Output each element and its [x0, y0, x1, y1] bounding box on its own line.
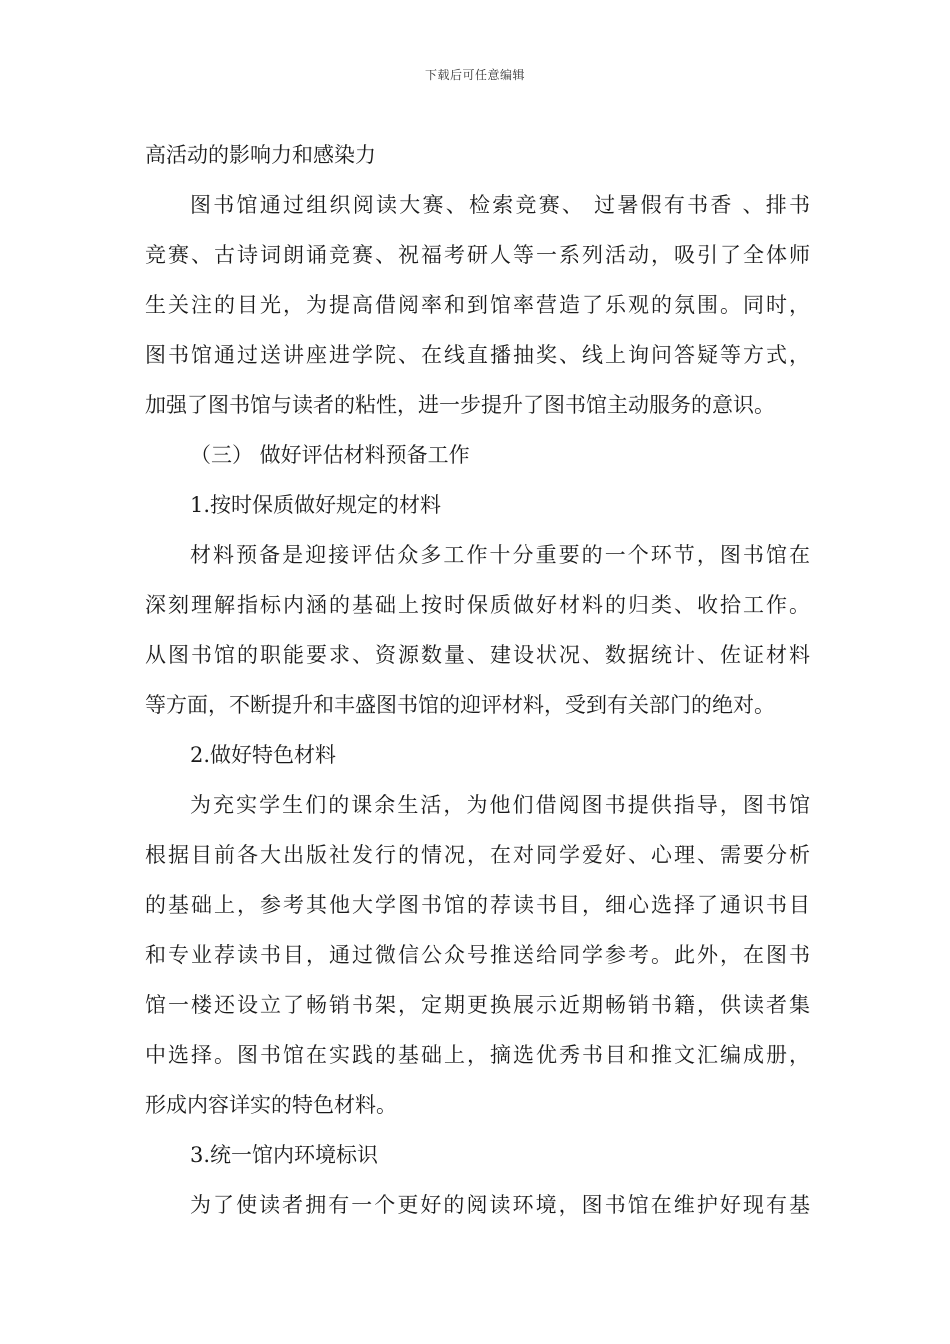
paragraph-line: 生关注的目光，为提高借阅率和到馆率营造了乐观的氛围。同时，	[145, 293, 810, 317]
paragraph-line: 等方面，不断提升和丰盛图书馆的迎评材料，受到有关部门的绝对。	[145, 693, 775, 717]
paragraph-line: 图书馆通过组织阅读大赛、检索竞赛、 过暑假有书香 、排书	[190, 193, 810, 217]
document-body	[145, 130, 810, 1230]
subsection-heading: 2.做好特色材料	[190, 743, 337, 767]
paragraph-line: 加强了图书馆与读者的粘性，进一步提升了图书馆主动服务的意识。	[145, 393, 775, 417]
subsection-heading: 3.统一馆内环境标识	[190, 1143, 379, 1167]
paragraph-line: 竞赛、古诗词朗诵竞赛、祝福考研人等一系列活动，吸引了全体师	[145, 243, 810, 267]
paragraph-line: 为充实学生们的课余生活，为他们借阅图书提供指导，图书馆	[190, 793, 810, 817]
subsection-heading: 1.按时保质做好规定的材料	[190, 493, 442, 517]
section-heading: （三） 做好评估材料预备工作	[190, 443, 470, 467]
paragraph-line: 形成内容详实的特色材料。	[145, 1093, 397, 1117]
paragraph-line: 材料预备是迎接评估众多工作十分重要的一个环节，图书馆在	[190, 543, 810, 567]
paragraph-line: 和专业荐读书目，通过微信公众号推送给同学参考。此外，在图书	[145, 943, 810, 967]
paragraph-line: 根据目前各大出版社发行的情况，在对同学爱好、心理、需要分析	[145, 843, 810, 867]
paragraph-line: 从图书馆的职能要求、资源数量、建设状况、数据统计、佐证材料	[145, 643, 810, 667]
paragraph-line: 图书馆通过送讲座进学院、在线直播抽奖、线上询问答疑等方式，	[145, 343, 810, 367]
paragraph-line: 深刻理解指标内涵的基础上按时保质做好材料的归类、收拾工作。	[145, 593, 810, 617]
paragraph-line: 为了使读者拥有一个更好的阅读环境，图书馆在维护好现有基	[190, 1193, 810, 1217]
paragraph-line: 馆一楼还设立了畅销书架，定期更换展示近期畅销书籍，供读者集	[145, 993, 810, 1017]
paragraph-line: 高活动的影响力和感染力	[145, 143, 376, 167]
paragraph-line: 的基础上，参考其他大学图书馆的荐读书目，细心选择了通识书目	[145, 893, 810, 917]
page-header: 下载后可任意编辑	[424, 68, 525, 82]
paragraph-line: 中选择。图书馆在实践的基础上，摘选优秀书目和推文汇编成册，	[145, 1043, 810, 1067]
